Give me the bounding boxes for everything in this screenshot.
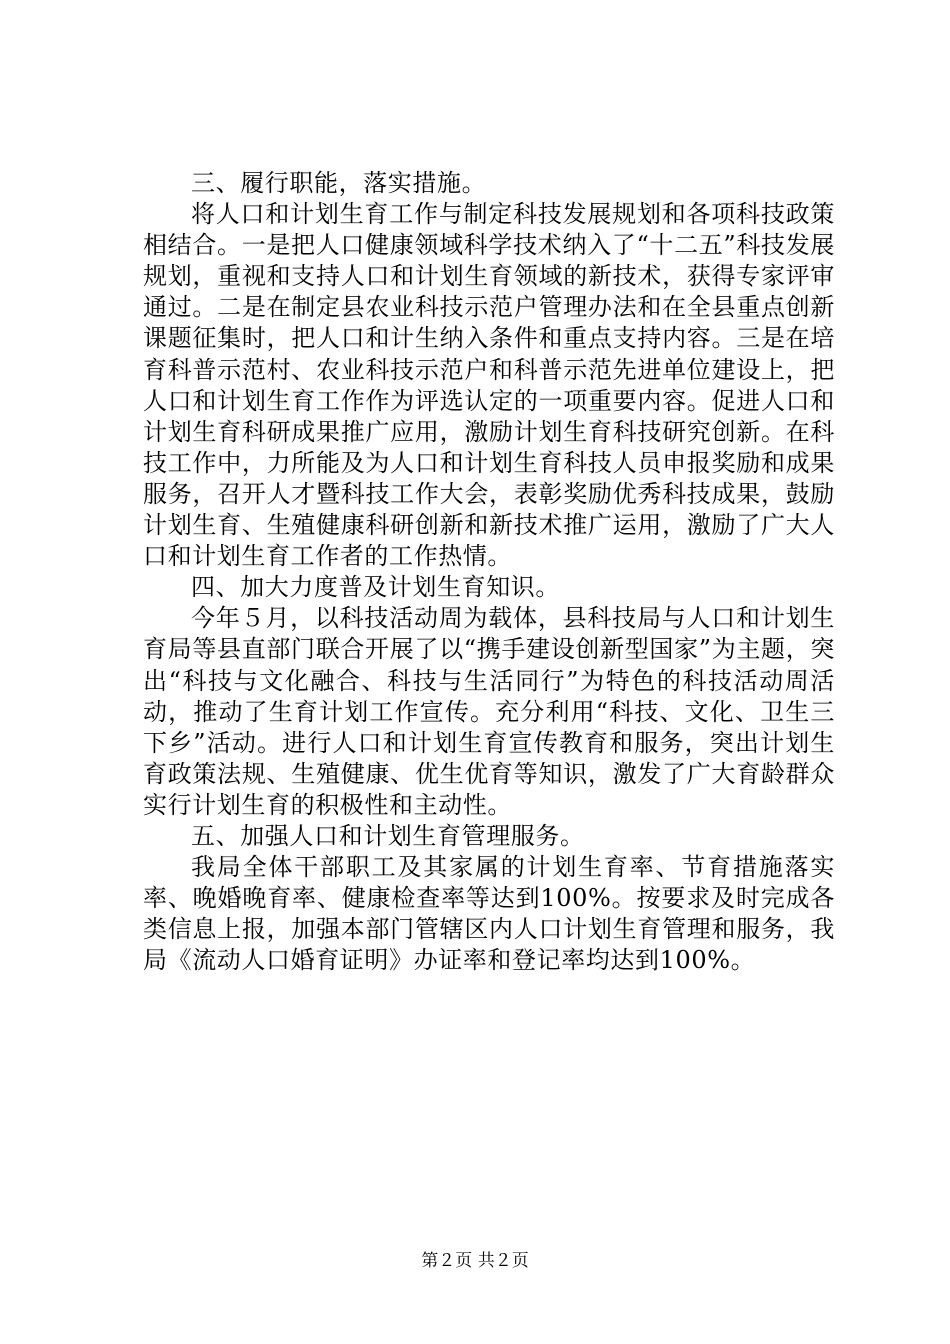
section-paragraph-4: 今年５月，以科技活动周为载体，县科技局与人口和计划生育局等县直部门联合开展了以“携手建设创新型国家”为主题，突出“科技与文化融合、科技与生活同行”为特色的科技活动周活动，推动了生育计划工作宣传。充分利用“科技、文化、卫生三下乡”活动。进行人口和计划生育宣传教育和服务，突出计划生育政策法规、生殖健康、优生优育等知识，激发了广大育龄群众实行计划生育的积极性和主动性。 bbox=[143, 604, 835, 819]
section-heading-5: 五、加强人口和计划生育管理服务。 bbox=[191, 821, 585, 850]
section-paragraph-3: 将人口和计划生育工作与制定科技发展规划和各项科技政策相结合。一是把人口健康领域科学技术纳入了“十二五”科技发展规划，重视和支持人口和计划生育领域的新技术，获得专家评审通过。二是在制定县农业科技示范户管理办法和在全县重点创新课题征集时，把人口和计生纳入条件和重点支持内容。三是在培育科普示范村、农业科技示范户和科普示范先进单位建设上，把人口和计划生育工作作为评选认定的一项重要内容。促进人口和计划生育科研成果推广应用，激励计划生育科技研究创新。在科技工作中，力所能及为人口和计划生育科技人员申报奖励和成果服务，召开人才暨科技工作大会，表彰奖励优秀科技成果，鼓励计划生育、生殖健康科研创新和新技术推广运用，激励了广大人口和计划生育工作者的工作热情。 bbox=[143, 200, 835, 571]
document-body bbox=[143, 168, 835, 976]
page-number-footer: 第２页 共２页 bbox=[421, 1251, 529, 1271]
section-heading-4: 四、加大力度普及计划生育知识。 bbox=[191, 573, 560, 602]
section-paragraph-5: 我局全体干部职工及其家属的计划生育率、节育措施落实率、晚婚晚育率、健康检查率等达到100%。按要求及时完成各类信息上报，加强本部门管辖区内人口计划生育管理和服务，我局《流动人口婚育证明》办证率和登记率均达到100%。 bbox=[143, 853, 835, 975]
section-heading-3: 三、履行职能，落实措施。 bbox=[191, 169, 487, 197]
